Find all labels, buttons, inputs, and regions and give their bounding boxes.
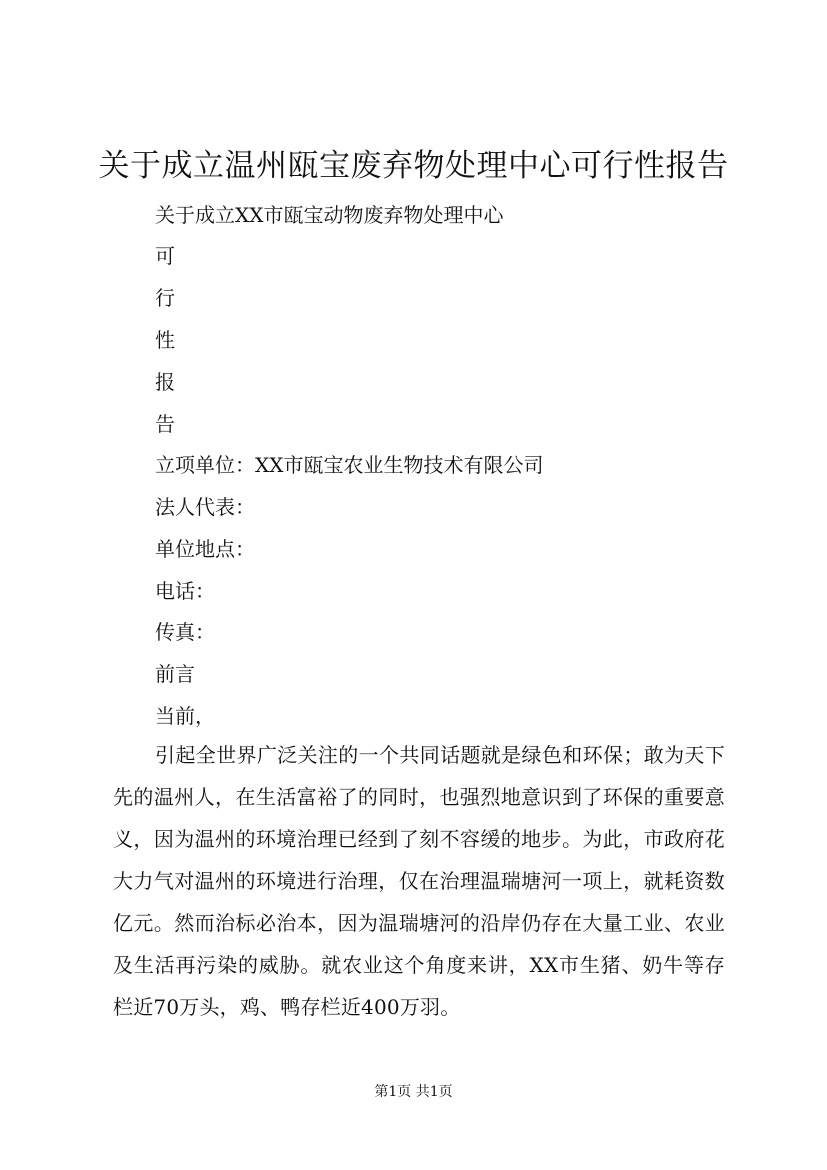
vertical-char: 行 <box>155 286 175 310</box>
document-subtitle: 关于成立XX市瓯宝动物废弃物处理中心 <box>155 203 504 227</box>
vertical-char: 可 <box>155 244 175 268</box>
document-title: 关于成立温州瓯宝废弃物处理中心可行性报告 <box>98 148 729 184</box>
intro-text: 当前， <box>155 704 215 728</box>
preface-heading: 前言 <box>155 662 195 686</box>
body-paragraph: 引起全世界广泛关注的一个共同话题就是绿色和环保；敢为天下先的温州人，在生活富裕了的同时，也强烈地意识到了环保的重要意义，因为温州的环境治理已经到了刻不容缓的地步。为此，市政府花大力气对温州的环境进行治理，仅在治理温瑞塘河一项上，就耗资数亿元。然而治标必治本，因为温瑞塘河的沿岸仍存在大量工业、农业及生活再污染的威胁。就农业这个角度来讲，XX市生猪、奶牛等存栏近70万头，鸡、鸭存栏近400万羽。 <box>113 743 725 1019</box>
field-phone: 电话： <box>155 579 215 603</box>
field-legal-rep: 法人代表： <box>155 495 255 519</box>
vertical-char: 性 <box>155 328 175 352</box>
field-unit: 立项单位：XX市瓯宝农业生物技术有限公司 <box>155 453 544 477</box>
vertical-char: 告 <box>155 412 175 436</box>
vertical-char: 报 <box>155 370 175 394</box>
field-address: 单位地点： <box>155 537 255 561</box>
page-footer: 第1页 共1页 <box>374 1084 453 1100</box>
field-fax: 传真： <box>155 620 215 644</box>
